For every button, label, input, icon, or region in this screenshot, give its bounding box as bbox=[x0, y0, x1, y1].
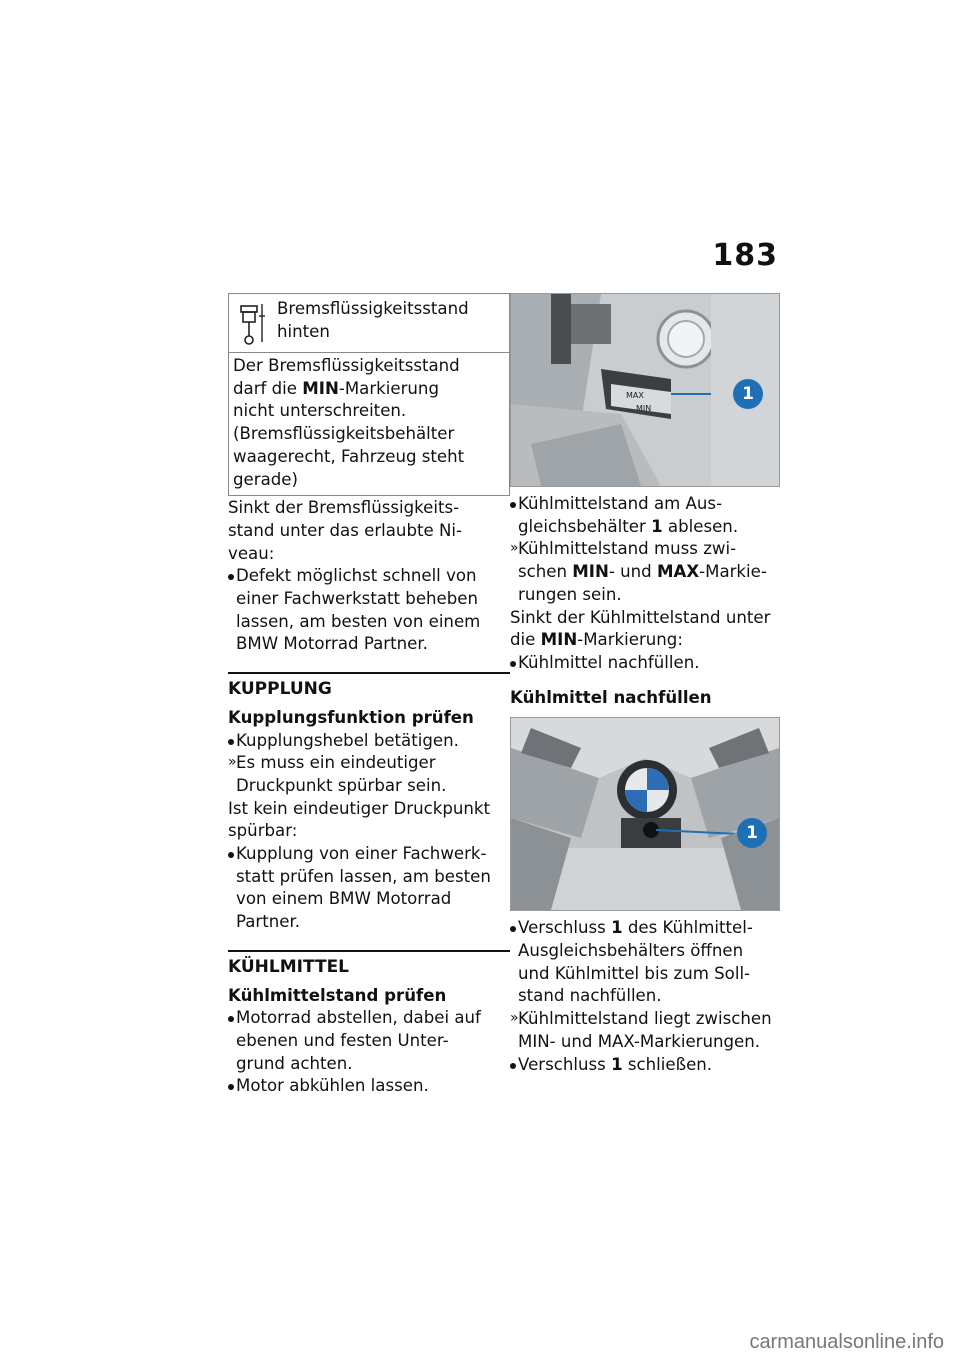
notice-box bbox=[228, 293, 510, 496]
watermark: carmanualsonline.info bbox=[749, 1331, 944, 1353]
left-column bbox=[228, 293, 510, 1098]
subsection-title: Kühlmittelstand prüfen bbox=[228, 985, 447, 1005]
bullet-item: Kühlmittel nachfüllen. bbox=[518, 652, 700, 672]
callout-1: 1 bbox=[733, 379, 763, 409]
result-item: » Kühlmittelstand liegt zwischen MIN- und MAX-Markierungen. bbox=[510, 1009, 772, 1051]
bullet-item: Motorrad abstellen, dabei auf ebenen und festen Unter- grund achten. bbox=[236, 1008, 481, 1073]
bullet-item: Kupplungshebel betätigen. bbox=[236, 730, 459, 750]
callout-1: 1 bbox=[737, 818, 767, 848]
section-title-kuehlmittel: KÜHLMITTEL bbox=[228, 950, 510, 979]
bullet-item: Motor abkühlen lassen. bbox=[236, 1076, 429, 1096]
svg-text:MIN: MIN bbox=[636, 404, 652, 413]
result-item: » Es muss ein eindeutiger Druckpunkt spürbar sein. bbox=[228, 753, 447, 795]
bullet-item: Verschluss 1 schließen. bbox=[518, 1054, 713, 1074]
subsection-title: Kühlmittel nachfüllen bbox=[510, 687, 712, 707]
paragraph: Ist kein eindeutiger Druckpunkt spürbar: bbox=[228, 798, 491, 841]
result-item: » Kühlmittelstand muss zwi- schen MIN- und MAX-Markie- rungen sein. bbox=[510, 539, 767, 604]
brake-fluid-reservoir-icon bbox=[237, 302, 267, 348]
subsection-title: Kupplungsfunktion prüfen bbox=[228, 707, 474, 727]
bullet-item: Verschluss 1 des Kühlmittel- Ausgleichsbehälters öffnen und Kühlmittel bis zum Soll- stand nachfüllen. bbox=[518, 918, 753, 1006]
svg-text:MAX: MAX bbox=[626, 391, 644, 400]
paragraph: Sinkt der Bremsflüssigkeits- stand unter das erlaubte Ni- veau: bbox=[228, 498, 462, 563]
notice-title: Bremsflüssigkeitsstand hinten bbox=[277, 299, 469, 341]
coolant-filler-image bbox=[511, 718, 779, 910]
right-column bbox=[510, 293, 782, 1076]
bullet-item: Kupplung von einer Fachwerk- statt prüfen lassen, am besten von einem BMW Motorrad Partner. bbox=[236, 844, 491, 932]
page-number: 183 bbox=[712, 238, 778, 273]
bullet-item: Kühlmittelstand am Aus- gleichsbehälter 1 ablesen. bbox=[518, 494, 739, 536]
paragraph: Sinkt der Kühlmittelstand unter die MIN-Markierung: bbox=[510, 607, 771, 650]
bullet-item: Defekt möglichst schnell von einer Fachwerkstatt beheben lassen, am besten von einem BMW Motorrad Partner. bbox=[236, 566, 481, 654]
section-title-kupplung: KUPPLUNG bbox=[228, 672, 510, 701]
notice-header bbox=[229, 294, 509, 353]
coolant-reservoir-photo bbox=[510, 293, 780, 487]
notice-body: Der Bremsflüssigkeitsstand darf die MIN-Markierung nicht unterschreiten. (Bremsflüssigkeitsbehälter waagerecht, Fahrzeug steht gerade) bbox=[233, 356, 465, 489]
coolant-filler-photo bbox=[510, 717, 780, 911]
